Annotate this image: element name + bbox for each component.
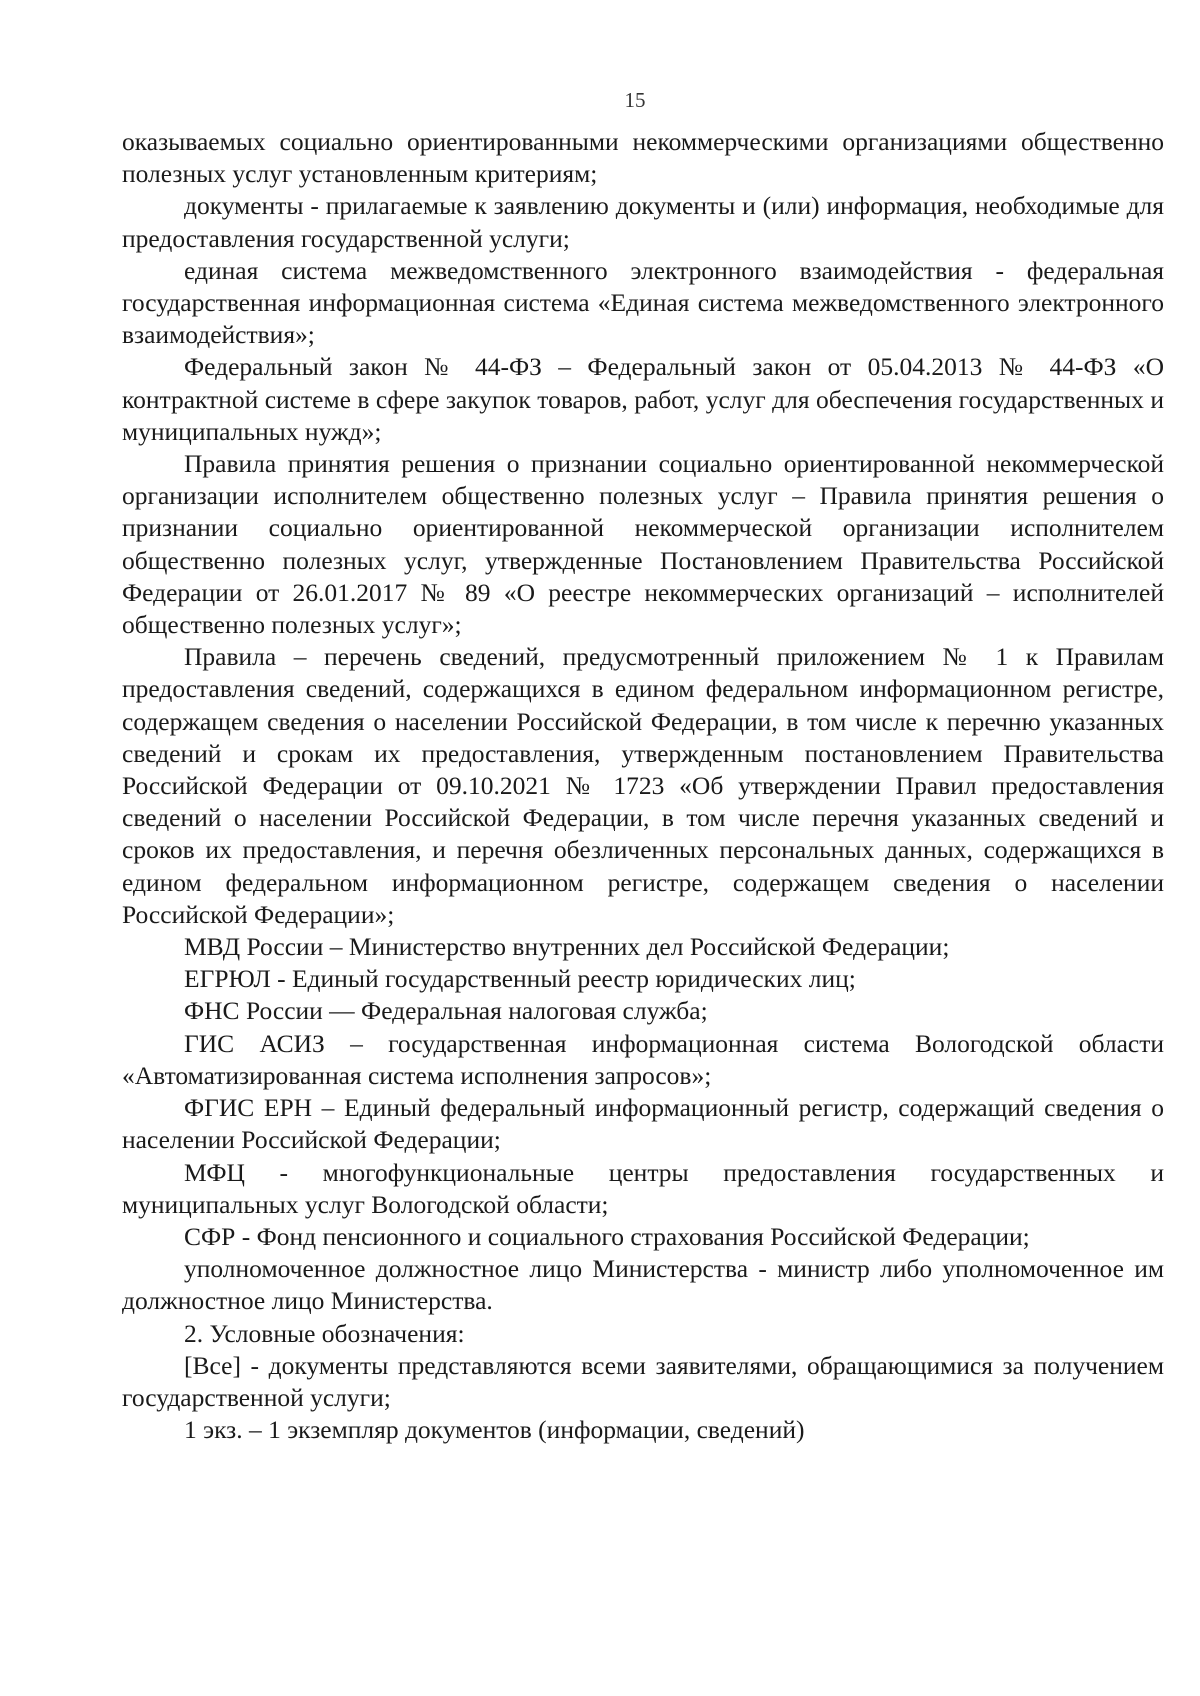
paragraph-rules-list-definition: Правила – перечень сведений, предусмотренный приложением № 1 к Правилам предоставления сведений, содержащихся в едином федеральном информационном регистре, содержащем сведения о населении Российской Федерации, в том числе к перечню указанных сведений и срокам их предоставления, утвержденным постановлением Правительства Российской Федерации от 09.10.2021 № 1723 «Об утверждении Правил предоставления сведений о населении Российской Федерации, в том числе перечня указанных сведений и сроков их предоставления, и перечня обезличенных персональных данных, содержащихся в едином федеральном информационном регистре, содержащем сведения о населении Российской Федерации»;	[122, 642, 1164, 929]
paragraph-gis-asiz-definition: ГИС АСИЗ – государственная информационная система Вологодской области «Автоматизированная система исполнения запросов»;	[122, 1028, 1164, 1090]
paragraph-conventions-heading: 2. Условные обозначения:	[184, 1318, 465, 1348]
document-body	[122, 126, 1164, 1446]
paragraph-all-applicants-convention: [Все] - документы представляются всеми заявителями, обращающимися за получением государственной услуги;	[122, 1350, 1164, 1412]
paragraph-documents-definition: документы - прилагаемые к заявлению документы и (или) информация, необходимые для предоставления государственной услуги;	[122, 191, 1164, 253]
paragraph-fns-definition: ФНС России — Федеральная налоговая служба;	[184, 996, 708, 1026]
page-number: 15	[624, 88, 646, 112]
paragraph-copy-convention: 1 экз. – 1 экземпляр документов (информации, сведений)	[184, 1415, 805, 1445]
paragraph-mvd-definition: МВД России – Министерство внутренних дел Российской Федерации;	[184, 932, 950, 962]
paragraph-egrul-definition: ЕГРЮЛ - Единый государственный реестр юридических лиц;	[184, 964, 856, 994]
paragraph-authorized-official-definition: уполномоченное должностное лицо Министерства - министр либо уполномоченное им должностное лицо Министерства.	[122, 1254, 1164, 1316]
paragraph-sfr-definition: СФР - Фонд пенсионного и социального страхования Российской Федерации;	[184, 1221, 1030, 1251]
paragraph-fgis-ern-definition: ФГИС ЕРН – Единый федеральный информационный регистр, содержащий сведения о населении Российской Федерации;	[122, 1093, 1164, 1155]
paragraph-44fz-definition: Федеральный закон № 44-ФЗ – Федеральный закон от 05.04.2013 № 44-ФЗ «О контрактной системе в сфере закупок товаров, работ, услуг для обеспечения государственных и муниципальных нужд»;	[122, 352, 1164, 446]
paragraph-mfc-definition: МФЦ - многофункциональные центры предоставления государственных и муниципальных услуг Вологодской области;	[122, 1157, 1164, 1219]
paragraph-smev-definition: единая система межведомственного электронного взаимодействия - федеральная государственная информационная система «Единая система межведомственного электронного взаимодействия»;	[122, 255, 1164, 350]
paragraph-criteria-continuation: оказываемых социально ориентированными некоммерческими организациями общественно полезных услуг установленным критериям;	[122, 127, 1164, 189]
paragraph-rules-decision-definition: Правила принятия решения о признании социально ориентированной некоммерческой организации исполнителем общественно полезных услуг – Правила принятия решения о признании социально ориентированной некоммерческой организации исполнителем общественно полезных услуг, утвержденные Постановлением Правительства Российской Федерации от 26.01.2017 № 89 «О реестре некоммерческих организаций – исполнителей общественно полезных услуг»;	[122, 449, 1164, 640]
